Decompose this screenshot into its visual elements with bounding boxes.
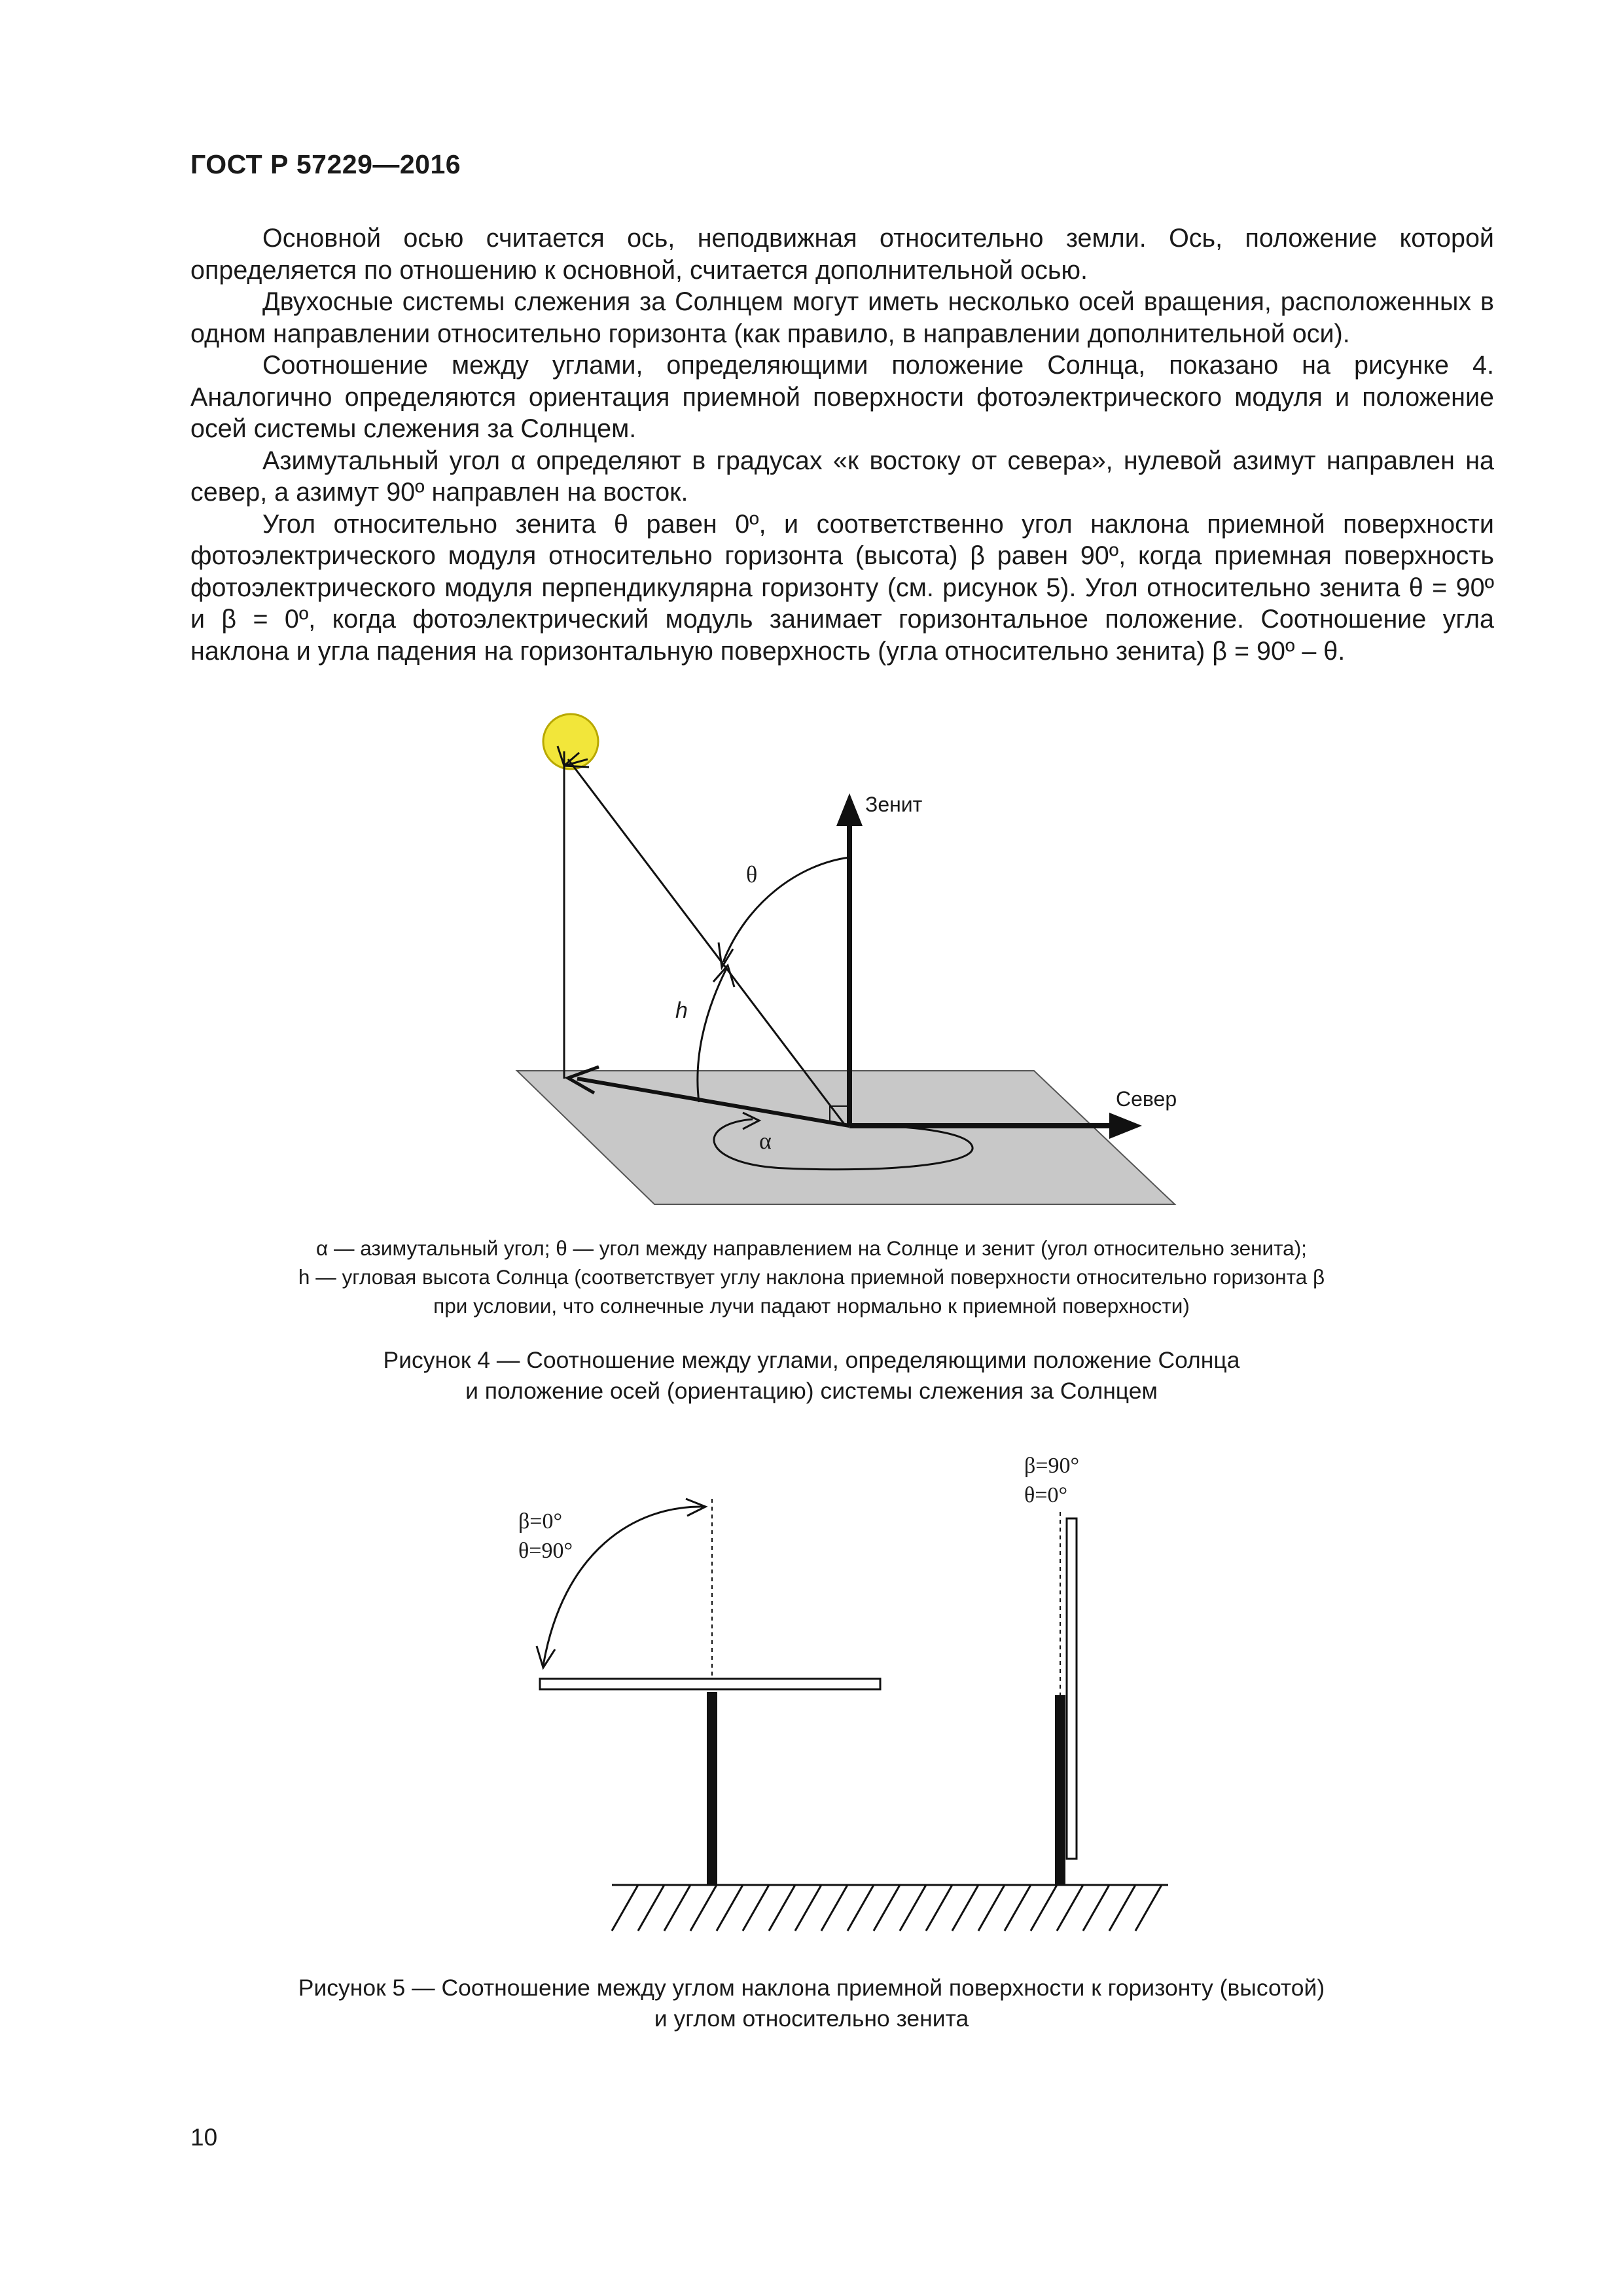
left-beta-label: β=0° [518,1509,563,1534]
hatch-line [952,1885,978,1931]
hatch-line [978,1885,1005,1931]
figure-4-caption-line-2: и положение осей (ориентацию) системы слежения за Солнцем [465,1378,1158,1404]
left-post [707,1692,717,1885]
hatch-line [1031,1885,1057,1931]
left-panel-horizontal [540,1679,880,1689]
north-label: Север [1116,1087,1177,1111]
alpha-label: α [759,1128,772,1154]
paragraph-4: Азимутальный угол α определяют в градусах «к востоку от севера», нулевой азимут направлен на север, а азимут 90º направлен на восток. [190,446,1494,507]
hatch-line [1109,1885,1135,1931]
paragraph-1: Основной осью считается ось, неподвижная относительно земли. Ось, положение которой определяется по отношению к основной, считается дополнительной осью. [190,224,1494,285]
hatch-line [717,1885,743,1931]
hatch-line [1083,1885,1109,1931]
right-theta-label: θ=0° [1024,1483,1068,1507]
figure-5-caption-line-2: и углом относительно зенита [654,2005,969,2032]
hatch-line [926,1885,952,1931]
figure-4-caption-line-1: Рисунок 4 — Соотношение между углами, определяющими положение Солнца [383,1347,1240,1373]
hatch-line [664,1885,690,1931]
legend-line-3: при условии, что солнечные лучи падают нормально к приемной поверхности) [433,1294,1190,1318]
hatch-line [690,1885,717,1931]
figure-5-caption-line-1: Рисунок 5 — Соотношение между углом наклона приемной поверхности к горизонту (высотой) [298,1975,1325,2001]
document-header: ГОСТ Р 57229—2016 [190,149,461,179]
hatch-line [847,1885,874,1931]
hatch-line [769,1885,795,1931]
right-beta-label: β=90° [1024,1454,1080,1478]
hatch-line [795,1885,821,1931]
right-post [1055,1695,1065,1885]
paragraph-2: Двухосные системы слежения за Солнцем могут иметь несколько осей вращения, расположенных в одном направлении относительно горизонта (как правило, в направлении дополнительной оси). [190,287,1494,348]
legend-line-1: α — азимутальный угол; θ — угол между направлением на Солнце и зенит (угол относительно зенита); [316,1236,1307,1260]
hatch-line [874,1885,900,1931]
hatch-line [638,1885,664,1931]
hatch-line [743,1885,769,1931]
theta-label: θ [746,861,758,888]
left-rotation-arc [543,1507,704,1666]
paragraph-3: Соотношение между углами, определяющими положение Солнца, показано на рисунке 4. Аналогично определяются ориентация приемной поверхности фотоэлектрического модуля и положение осей системы слежения за Солнцем. [190,351,1494,443]
h-label: h [675,998,688,1023]
hatch-line [1135,1885,1162,1931]
hatch-line [1005,1885,1031,1931]
right-panel-vertical [1067,1518,1077,1859]
ground-hatching [612,1885,1162,1931]
page-number: 10 [190,2124,218,2151]
hatch-line [821,1885,847,1931]
legend-line-2: h — угловая высота Солнца (соответствует углу наклона приемной поверхности относительно горизонта β [298,1265,1325,1289]
paragraph-5: Угол относительно зенита θ равен 0º, и соответственно угол наклона приемной поверхности фотоэлектрического модуля относительно горизонта (высота) β равен 90º, когда приемная поверхность фотоэлектрического модуля перпендикулярна горизонту (см. рисунок 5). Угол относительно зенита θ = 90º и β = 0º, когда фотоэлектрический модуль занимает горизонтальное положение. Соотношение угла наклона и угла падения на горизонтальную поверхность (угла относительно зенита) β = 90º – θ. [190,509,1494,666]
hatch-line [1057,1885,1083,1931]
figure-5-caption [190,1973,1433,2034]
zenith-label: Зенит [865,793,923,816]
left-theta-label: θ=90° [518,1539,573,1563]
hatch-line [900,1885,926,1931]
hatch-line [612,1885,638,1931]
